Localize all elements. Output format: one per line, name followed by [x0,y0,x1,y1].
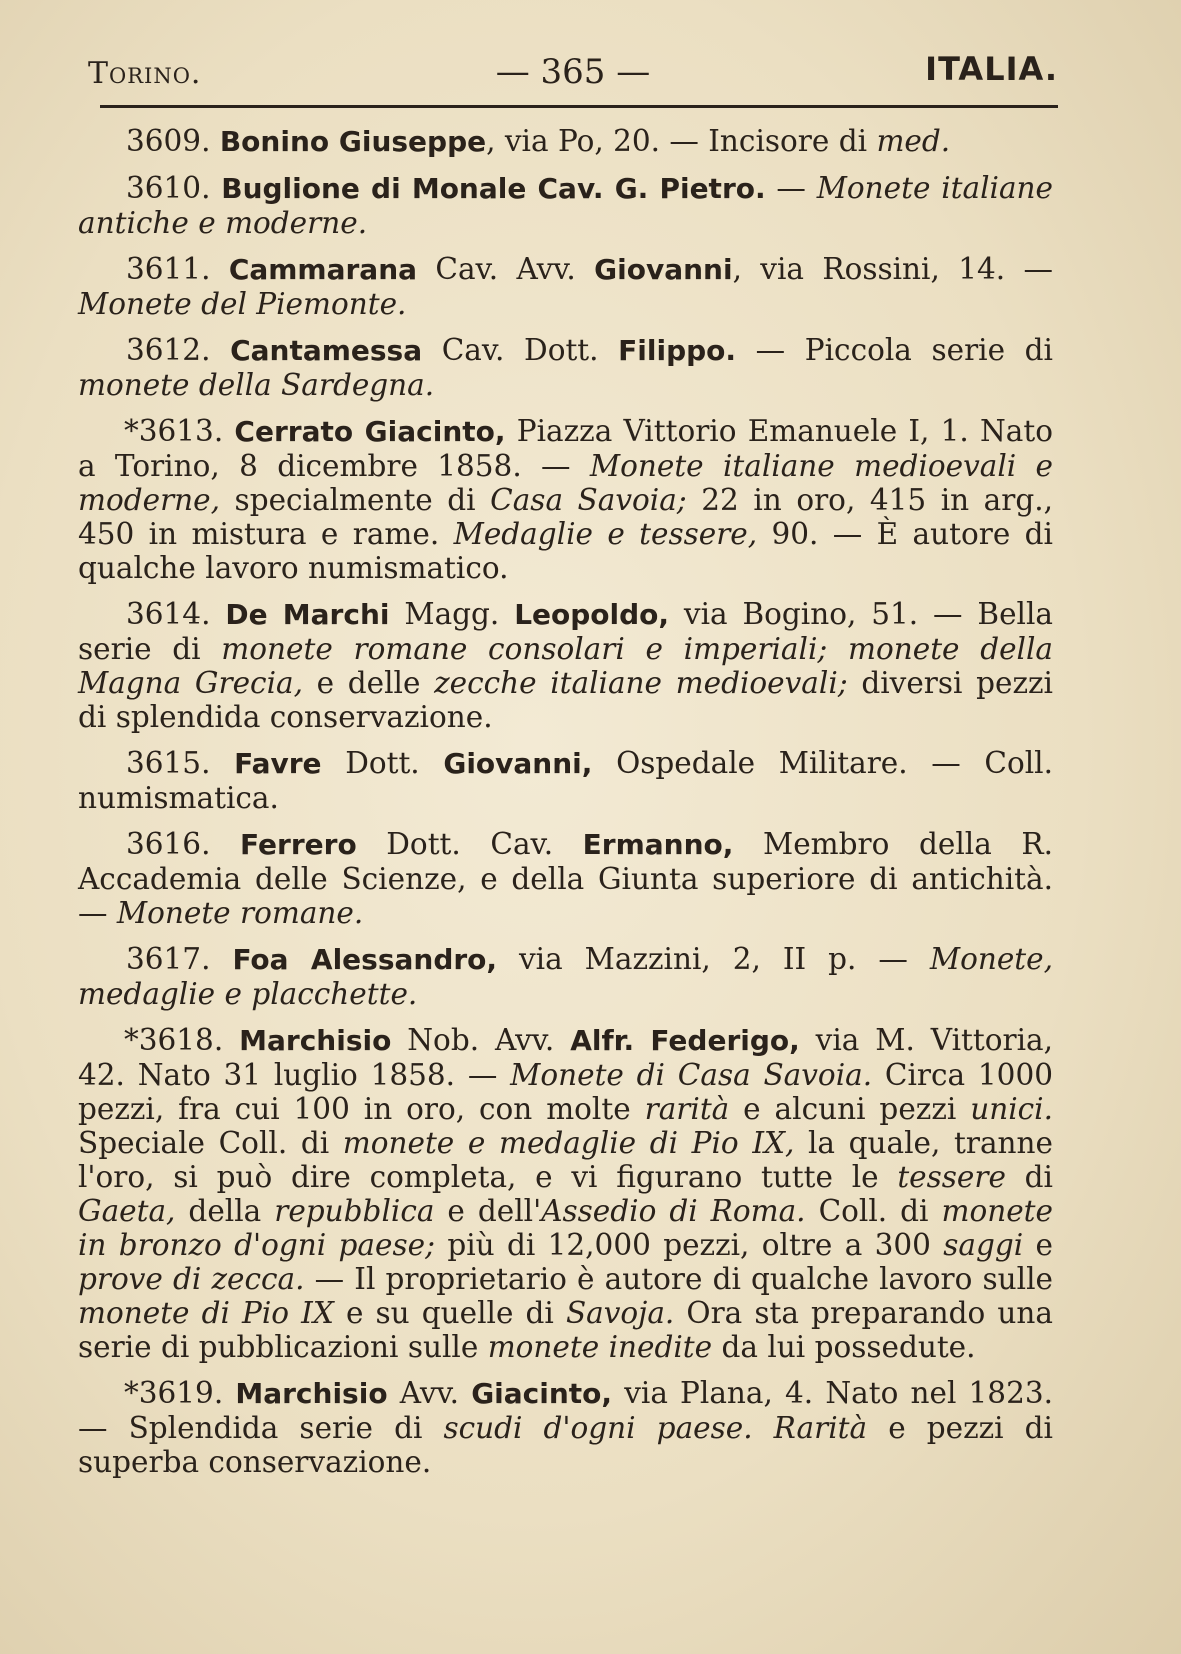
entry-text-14: e su quelle di [333,1296,566,1330]
entry-italic-2: rarità [644,1092,730,1126]
entry-text: Cav. Avv. [417,252,595,286]
entry-italic: Monete romane. [116,896,364,930]
entry-number: 3612. [126,333,211,367]
entry-text-3: 22 in oro, 415 in arg., 450 in mistura e rame. [78,483,1053,551]
entry-italic-9: monete in bronzo d'ogni paese; [78,1194,1053,1262]
entry-italic-8: Assedio di Roma. [541,1194,806,1228]
entry-text-2: via M. Vittoria, 42. Nato 31 luglio 1858. — [78,1023,1053,1092]
entry-number: *3619. [124,1376,224,1410]
entry-name: Cantamessa [230,334,423,367]
entry-text-2: Membro della R. Accademia delle Scienze, e della Giunta superiore di antichità. — [78,827,1053,930]
entry-text: — [765,171,817,205]
entry-text-6: la quale, tranne l'oro, si può dire completa, e vi figurano tutte le [78,1126,1053,1194]
entry-text: Cav. Dott. [422,333,619,367]
entry-text-2: via Bogino, 51. — Bella serie di [78,597,1053,666]
entry-text: Nob. Avv. [391,1023,571,1057]
entry-number: 3614. [126,597,211,631]
entry-name-2: Giacinto, [471,1377,613,1410]
header-city: Torino. [88,56,202,91]
entry-italic: monete della Sardegna. [78,368,435,402]
entry-italic: Monete di Casa Savoia. [510,1058,873,1092]
entry-3616 [78,827,1053,930]
entry-italic-3: Medaglie e tessere, [453,517,758,551]
entry-italic-4: monete e medaglie di Pio IX, [342,1126,795,1160]
entry-italic-2: Casa Savoia; [490,483,687,517]
entry-text: , via Po, 20. — Incisore di [486,124,877,158]
entry-text-2: , via Rossini, 14. — [732,252,1053,286]
entry-name: Cerrato Giacinto, [234,415,506,448]
entry-3619 [78,1376,1053,1479]
entry-name: De Marchi [225,598,390,631]
entry-text-11: più di 12,000 pezzi, oltre a 300 [435,1228,944,1262]
entry-italic-5: tessere [897,1160,1006,1194]
entry-italic: Monete italiane medioevali e moderne, [78,449,1053,517]
entry-3617 [78,942,1053,1011]
entry-text-4: e alcuni pezzi [729,1092,971,1126]
entry-text-5: Speciale Coll. di [78,1126,343,1160]
entry-name: Buglione di Monale Cav. G. Pietro. [221,172,766,205]
entry-italic-11: prove di zecca. [78,1262,305,1296]
entry-text-3: e delle [302,666,435,700]
entry-text-3: e pezzi di superba conservazione. [78,1411,1053,1479]
page-header [88,50,1058,100]
entry-name-2: Filippo. [618,334,737,367]
entry-text: via Mazzini, 2, II p. — [497,942,930,976]
entry-name-2: Giovanni [594,253,733,286]
entry-name-2: Ermanno, [582,828,734,861]
entry-text: Piazza Vittorio Emanuele I, 1. Nato a Torino, 8 dicembre 1858. — [78,414,1053,483]
entry-text-8: della [175,1194,275,1228]
entry-text: Magg. [389,597,515,631]
entry-text-12: e [1023,1228,1053,1262]
entry-text: Dott. [321,746,444,780]
entry-text-2: Ospedale Militare. — Coll. numismatica. [78,746,1053,815]
entry-name-2: Leopoldo, [514,598,670,631]
entry-italic: Monete italiane antiche e moderne. [78,171,1053,240]
entry-number: 3617. [126,942,211,976]
entry-text-2: via Plana, 4. Nato nel 1823. — Splendida serie di [78,1376,1053,1445]
entry-italic-13: Savoja. [565,1296,675,1330]
entry-italic: med. [876,124,951,158]
header-rule [100,105,1058,108]
entry-3618 [78,1023,1053,1364]
entry-italic: monete romane consolari e imperiali; monete della Magna Grecia, [78,632,1053,700]
entry-italic-2: zecche italiane medioevali; [434,666,848,700]
entry-italic: Monete, medaglie e placchette. [78,942,1053,1011]
header-country: ITALIA. [925,50,1058,88]
entry-3609 [78,124,1053,159]
entry-name: Bonino Giuseppe [219,125,487,158]
entry-italic-7: repubblica [274,1194,435,1228]
entry-text-9: e dell' [434,1194,542,1228]
entry-italic-12: monete di Pio IX [78,1296,334,1330]
entry-3613 [78,414,1053,585]
entry-italic: scudi d'ogni paese. Rarità [443,1411,868,1445]
entry-number: 3609. [126,124,211,158]
entry-name: Favre [234,747,322,780]
entry-name-2: Alfr. Federigo, [570,1024,800,1057]
entry-3610 [78,171,1053,240]
entry-text-7: di [1005,1160,1053,1194]
entry-number: 3610. [126,171,211,205]
entry-text-3: Circa 1000 pezzi, fra cui 100 in oro, con molte [78,1058,1053,1126]
entry-text-4: 90. — È autore di qualche lavoro numismatico. [78,517,1053,585]
entry-text-13: — Il proprietario è autore di qualche lavoro sulle [304,1262,1053,1296]
entry-text-4: diversi pezzi di splendida conservazione. [78,666,1053,734]
entry-text-15: Ora sta preparando una serie di pubblicazioni sulle [78,1296,1053,1364]
entry-list [78,124,1053,1491]
entry-name: Marchisio [239,1024,392,1057]
page-number: — 365 — [495,52,651,92]
entry-italic-6: Gaeta, [78,1194,176,1228]
entry-number: *3618. [124,1023,224,1057]
entry-3615 [78,746,1053,815]
entry-number: 3611. [126,252,211,286]
entry-number: 3616. [126,827,211,861]
entry-number: 3615. [126,746,211,780]
entry-italic-14: monete inedite [487,1330,713,1364]
entry-text: Avv. [387,1376,472,1410]
entry-name: Cammarana [228,253,418,286]
entry-italic-3: unici. [970,1092,1053,1126]
entry-italic-10: saggi [943,1228,1024,1262]
entry-number: *3613. [124,414,224,448]
entry-name-2: Giovanni, [443,747,593,780]
entry-italic: Monete del Piemonte. [78,287,407,321]
entry-3612 [78,333,1053,402]
entry-text-2: — Piccola serie di [736,333,1053,367]
entry-3611 [78,252,1053,321]
entry-name: Marchisio [235,1377,388,1410]
entry-text-16: da lui possedute. [712,1330,976,1364]
entry-name: Ferrero [240,828,357,861]
entry-3614 [78,597,1053,734]
entry-text: Dott. Cav. [356,827,583,861]
entry-text-10: Coll. di [805,1194,942,1228]
entry-text-2: specialmente di [220,483,491,517]
entry-name: Foa Alessandro, [232,943,498,976]
